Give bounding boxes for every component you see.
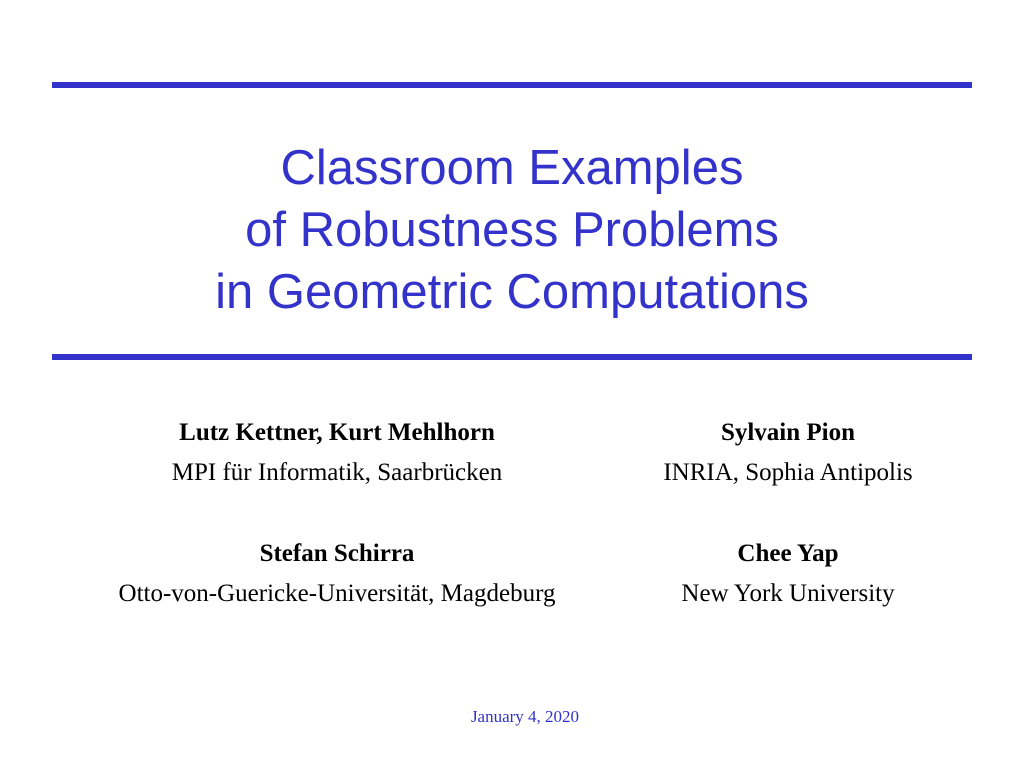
presentation-date: January 4, 2020 [470,707,580,726]
author-affiliation: INRIA, Sophia Antipolis [663,459,913,486]
author-block-pion [588,419,988,487]
title-line-3: in Geometric Computations [215,265,809,319]
bottom-rule [52,354,972,360]
author-block-kettner-mehlhorn [37,419,637,487]
title-line-1: Classroom Examples [280,141,744,195]
author-block-yap [588,540,988,608]
author-affiliation: MPI für Informatik, Saarbrücken [171,459,503,486]
top-rule [52,82,972,88]
author-affiliation: New York University [681,580,895,607]
title-line-2: of Robustness Problems [245,203,779,257]
author-block-schirra [37,540,637,608]
author-names: Stefan Schirra [259,540,415,567]
author-affiliation: Otto-von-Guericke-Universität, Magdeburg [118,580,556,607]
author-names: Lutz Kettner, Kurt Mehlhorn [179,419,495,446]
page-title [0,137,1024,323]
author-names: Chee Yap [737,540,839,567]
author-names: Sylvain Pion [720,419,856,446]
